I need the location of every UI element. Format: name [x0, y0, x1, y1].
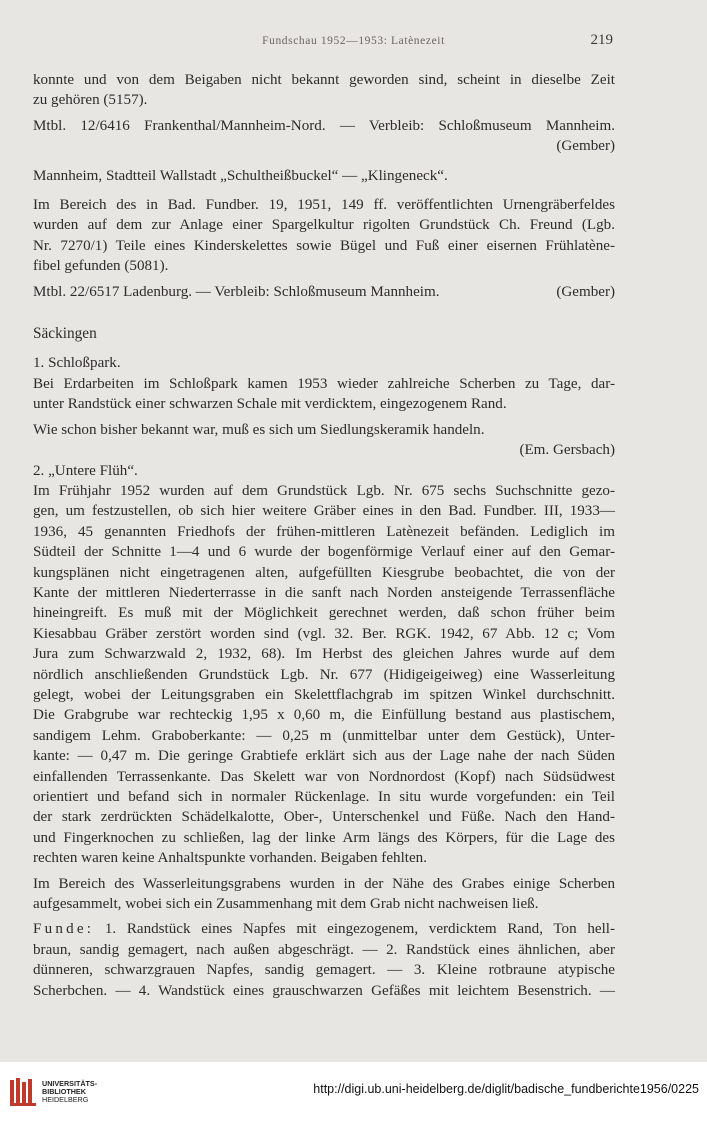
library-line: HEIDELBERG	[42, 1095, 89, 1105]
text-line: Im Bereich des in Bad. Fundber. 19, 1951, 149 ff. veröffentlichten Urnengräberfeldes	[33, 197, 615, 214]
text-line: Kiesabbau Gräber zerstört worden sind (vgl. 32. Ber. RGK. 1942, 67 Abb. 12 c; Vom	[33, 625, 615, 642]
subsection-title: 1. Schloßpark.	[33, 355, 121, 372]
text-line: Die Grabgrube war rechteckig 1,95 x 0,60 m, die Einfüllung bestand aus plastischem,	[33, 707, 615, 724]
page-header	[0, 32, 707, 54]
reference-line	[33, 282, 615, 302]
map-reference: Mtbl. 22/6517 Ladenburg. — Verbleib: Schloßmuseum Mannheim.	[33, 283, 440, 300]
text-line: orientiert und befand sich in normaler Rückenlage. In situ wurde vorgefunden: ein Teil	[33, 789, 615, 805]
running-title: Fundschau 1952—1953: Latènezeit	[262, 35, 445, 47]
text-line: konnte und von dem Beigaben nicht bekannt geworden sind, scheint in dieselbe Zeit	[33, 72, 615, 88]
text-line: dünneren, schwarzgrauen Napfes, sandig gemagert. — 3. Kleine rotbraune atypische	[33, 962, 615, 979]
paragraph-block	[33, 481, 615, 869]
library-line: BIBLIOTHEK	[42, 1087, 86, 1097]
text-line: fibel gefunden (5081).	[33, 258, 169, 275]
text-line: Im Frühjahr 1952 wurden auf dem Grundstück Lgb. Nr. 675 sechs Suchschnitte gezo-	[33, 482, 615, 499]
text-line: rechten waren keine Anhaltspunkte vorhanden. Beigaben fehlten.	[33, 850, 427, 867]
author-signature: (Em. Gersbach)	[519, 442, 615, 459]
subsection-title: 2. „Untere Flüh“.	[33, 462, 138, 479]
ub-heidelberg-logo-icon[interactable]	[8, 1076, 38, 1108]
finds-label: Funde:	[33, 921, 95, 938]
page-number: 219	[590, 32, 613, 48]
text-line: gelegt, wobei der Leitungsgraben ein Skelettflachgrab im spitzen Winkel durchschnitt.	[33, 686, 615, 703]
text-line: kante: — 0,47 m. Die geringe Grabtiefe erklärt sich aus der Lage nahe der nach Süden	[33, 748, 615, 765]
text-line: wurden auf dem zur Anlage einer Spargelkultur rigolten Grundstück Ch. Freund (Lgb.	[33, 217, 615, 234]
source-url-link[interactable]: http://digi.ub.uni-heidelberg.de/diglit/badische_fundberichte1956/0225	[313, 1082, 699, 1096]
text-line: Südteil der Schnitte 1—4 und 6 wurde der bogenförmige Verlauf einer auf den Gemar-	[33, 544, 615, 561]
author-signature: (Gember)	[556, 283, 615, 300]
text-line: Im Bereich des Wasserleitungsgrabens wurden in der Nähe des Grabes einige Scherben	[33, 875, 615, 892]
text-line: unter Randstück einer schwarzen Schale mit verdicktem, eingezogenem Rand.	[33, 396, 507, 413]
text-line: nördlich anschließenden Grundstück Lgb. Nr. 677 (Hidigeigeiweg) eine Wasserleitung	[33, 666, 615, 683]
text-line: braun, sandig gemagert, nach außen abgeschrägt. — 2. Randstück eines ähnlichen, aber	[33, 941, 615, 958]
text-line: 1936, 45 genannten Friedhofs der frühen-mittleren Latènezeit befänden. Lediglich im	[33, 523, 615, 540]
text-line: hineingreift. Es muß mit der Möglichkeit gerechnet werden, daß schon früher beim	[33, 605, 615, 622]
viewer-footer	[0, 1062, 707, 1121]
text-line: einfallenden Terrassenkante. Das Skelett war von Nordnordost (Kopf) nach Südsüdwest	[33, 768, 615, 785]
text-line: sandigem Lehm. Graboberkante: — 0,25 m (unmittelbar unter dem Gestück), Unter-	[33, 727, 615, 744]
library-name	[42, 1080, 97, 1105]
text-line: kungsplänen nicht eingetragenen alten, aufgefüllten Kiesgrube beobachtet, die von der	[33, 564, 615, 581]
author-signature: (Gember)	[556, 138, 615, 155]
text-line: der stark zerdrückten Schädelkalotte, Ober-, Unterschenkel und Füße. Nach den Hand-	[33, 809, 615, 826]
text-line: gen, um festzustellen, ob sich hier weitere Gräber eines in den Bad. Fundber. III, 1933—	[33, 503, 615, 520]
text-line: zu gehören (5157).	[33, 92, 148, 109]
finds-text: 1. Randstück eines Napfes mit eingezogenem, verdicktem Rand, Ton hell-	[94, 921, 615, 938]
body-text	[33, 70, 615, 1001]
text-line: Bei Erdarbeiten im Schloßpark kamen 1953 wieder zahlreiche Scherben zu Tage, dar-	[33, 375, 615, 392]
text-line: Kante der mittleren Niederterrasse in die sanft nach Norden ansteigende Terrassenfläche	[33, 584, 615, 601]
entry-heading	[33, 166, 615, 186]
text-line: aufgesammelt, wobei sich ein Zusammenhang mit dem Grab nicht nachweisen ließ.	[33, 896, 539, 913]
library-line: UNIVERSITÄTS-	[42, 1079, 98, 1088]
text-line: Wie schon bisher bekannt war, muß es sich um Siedlungskeramik handeln.	[33, 421, 485, 438]
text-line: Jura zum Schwarzwald 2, 1932, 68). Im Herbst des gleichen Jahres wurde auf dem	[33, 646, 615, 663]
text-line: Scherbchen. — 4. Wandstück eines grauschwarzen Gefäßes mit leichtem Besenstrich. —	[33, 982, 615, 999]
text-line: und Fingerknochen zu schließen, lag der linke Arm längs des Körpers, für die Lage des	[33, 829, 615, 846]
place-name: Mannheim,	[33, 167, 103, 184]
text-line: Nr. 7270/1) Teile eines Kinderskelettes sowie Bügel und Fuß einer eisernen Frühlatène-	[33, 237, 615, 254]
section-heading: Säckingen	[33, 325, 97, 343]
text-line	[33, 919, 615, 939]
place-detail: Stadtteil Wallstadt „Schultheißbuckel“ — „Klingeneck“.	[102, 167, 448, 184]
text-line: Mtbl. 12/6416 Frankenthal/Mannheim-Nord. — Verbleib: Schloßmuseum Mannheim.	[33, 117, 615, 134]
